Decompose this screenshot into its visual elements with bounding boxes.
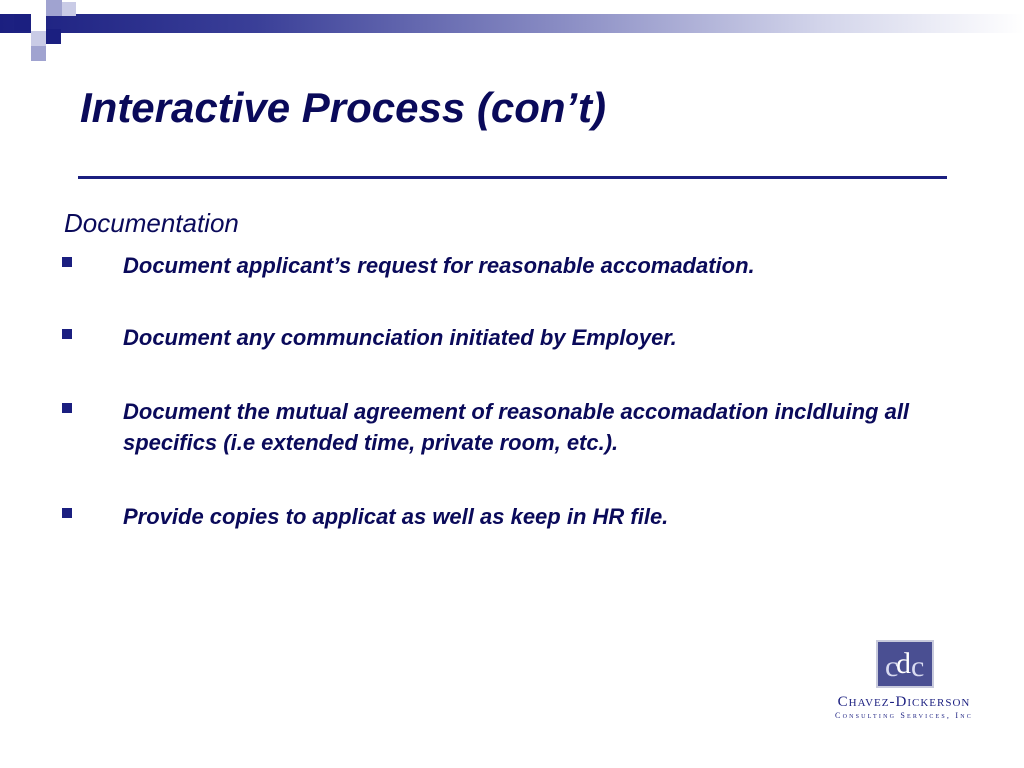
square-bullet-icon: [62, 329, 72, 339]
header-gradient-band: [0, 14, 1024, 33]
title-divider: [78, 176, 947, 179]
company-name: Chavez-Dickerson: [837, 694, 971, 710]
decorative-square: [46, 29, 61, 44]
square-bullet-icon: [62, 403, 72, 413]
bullet-text: Document any communciation initiated by Employer.: [123, 325, 677, 350]
slide-title: Interactive Process (con’t): [80, 84, 606, 131]
square-bullet-icon: [62, 508, 72, 518]
decorative-square: [31, 31, 46, 46]
cdc-monogram-icon: [882, 646, 928, 682]
decorative-square: [31, 14, 46, 31]
decorative-square: [62, 2, 76, 16]
bullet-text: Document applicant’s request for reasonable accomadation.: [123, 253, 755, 278]
decorative-square: [31, 46, 46, 61]
bullet-text: Provide copies to applicat as well as keep in HR file.: [123, 504, 669, 529]
decorative-square: [14, 14, 31, 31]
decorative-square: [46, 0, 62, 16]
bullet-text: Document the mutual agreement of reasonable accomadation incldluing all specifics (i.e extended time, private room, etc.).: [123, 399, 910, 455]
company-logo-icon: [876, 640, 934, 688]
svg-text:d: d: [896, 647, 911, 680]
square-bullet-icon: [62, 257, 72, 267]
svg-text:c: c: [911, 650, 925, 682]
section-heading: Documentation: [64, 208, 239, 238]
company-subtitle: Consulting Services, Inc: [835, 711, 973, 720]
svg-text:c: c: [885, 650, 899, 682]
